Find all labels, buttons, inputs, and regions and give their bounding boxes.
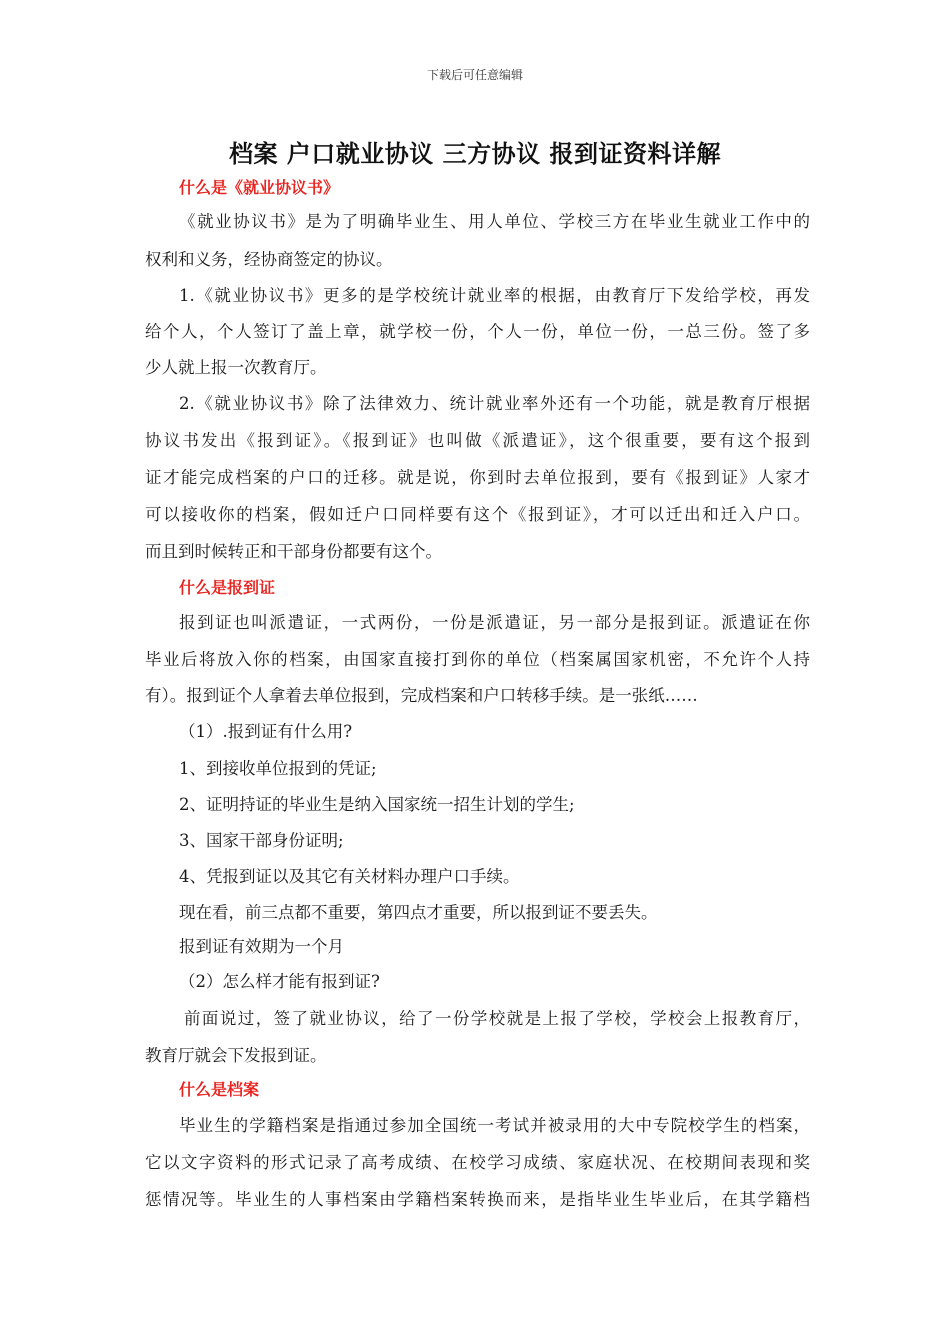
paragraph-line: 毕业生的学籍档案是指通过参加全国统一考试并被录用的大中专院校学生的档案， [179, 1116, 810, 1135]
paragraph-line: 报到证有效期为一个月 [179, 937, 344, 956]
list-item: 2、证明持证的毕业生是纳入国家统一招生计划的学生; [179, 795, 575, 814]
paragraph-line: 《就业协议书》是为了明确毕业生、用人单位、学校三方在毕业生就业工作中的 [179, 212, 810, 231]
paragraph-line: 而且到时候转正和干部身份都要有这个。 [145, 542, 442, 561]
page-header: 下载后可任意编辑 [426, 68, 523, 82]
paragraph-line: 证才能完成档案的户口的迁移。就是说，你到时去单位报到，要有《报到证》人家才 [145, 468, 810, 487]
paragraph-line: 少人就上报一次教育厅。 [145, 358, 327, 377]
paragraph-line: 有）。报到证个人拿着去单位报到，完成档案和户口转移手续。是一张纸…… [145, 686, 698, 705]
section-heading-archive: 什么是档案 [179, 1080, 260, 1099]
list-item: 3、国家干部身份证明; [179, 831, 344, 850]
paragraph-line: 现在看，前三点都不重要，第四点才重要，所以报到证不要丢失。 [179, 903, 658, 922]
paragraph-line: 权利和义务，经协商签定的协议。 [145, 250, 393, 269]
section-heading-agreement: 什么是《就业协议书》 [179, 178, 340, 197]
list-item: 1、到接收单位报到的凭证; [179, 759, 377, 778]
paragraph-line: 毕业后将放入你的档案，由国家直接打到你的单位（档案属国家机密，不允许个人持 [145, 650, 810, 669]
paragraph-line: 前面说过，签了就业协议，给了一份学校就是上报了学校，学校会上报教育厅， [184, 1009, 810, 1028]
paragraph-line: 教育厅就会下发报到证。 [145, 1046, 327, 1065]
paragraph-line: 报到证也叫派遣证，一式两份，一份是派遣证，另一部分是报到证。派遣证在你 [179, 613, 810, 632]
list-item: 4、凭报到证以及其它有关材料办理户口手续。 [179, 867, 520, 886]
paragraph-line: 协议书发出《报到证》。《报到证》也叫做《派遣证》，这个很重要，要有这个报到 [145, 431, 810, 450]
paragraph-line: 给个人，个人签订了盖上章，就学校一份，个人一份，单位一份，一总三份。签了多 [145, 322, 810, 341]
paragraph-line: 1.《就业协议书》更多的是学校统计就业率的根据，由教育厅下发给学校，再发 [179, 286, 810, 305]
list-item: （1）.报到证有什么用? [179, 722, 353, 741]
paragraph-line: 2.《就业协议书》除了法律效力、统计就业率外还有一个功能，就是教育厅根据 [179, 394, 810, 413]
list-item: （2）怎么样才能有报到证? [179, 972, 380, 991]
paragraph-line: 惩情况等。毕业生的人事档案由学籍档案转换而来，是指毕业生毕业后，在其学籍档 [145, 1190, 810, 1209]
section-heading-report-card: 什么是报到证 [179, 578, 276, 597]
paragraph-line: 它以文字资料的形式记录了高考成绩、在校学习成绩、家庭状况、在校期间表现和奖 [145, 1153, 810, 1172]
page-title: 档案 户口就业协议 三方协议 报到证资料详解 [228, 140, 722, 168]
paragraph-line: 可以接收你的档案，假如迁户口同样要有这个《报到证》，才可以迁出和迁入户口。 [145, 505, 810, 524]
